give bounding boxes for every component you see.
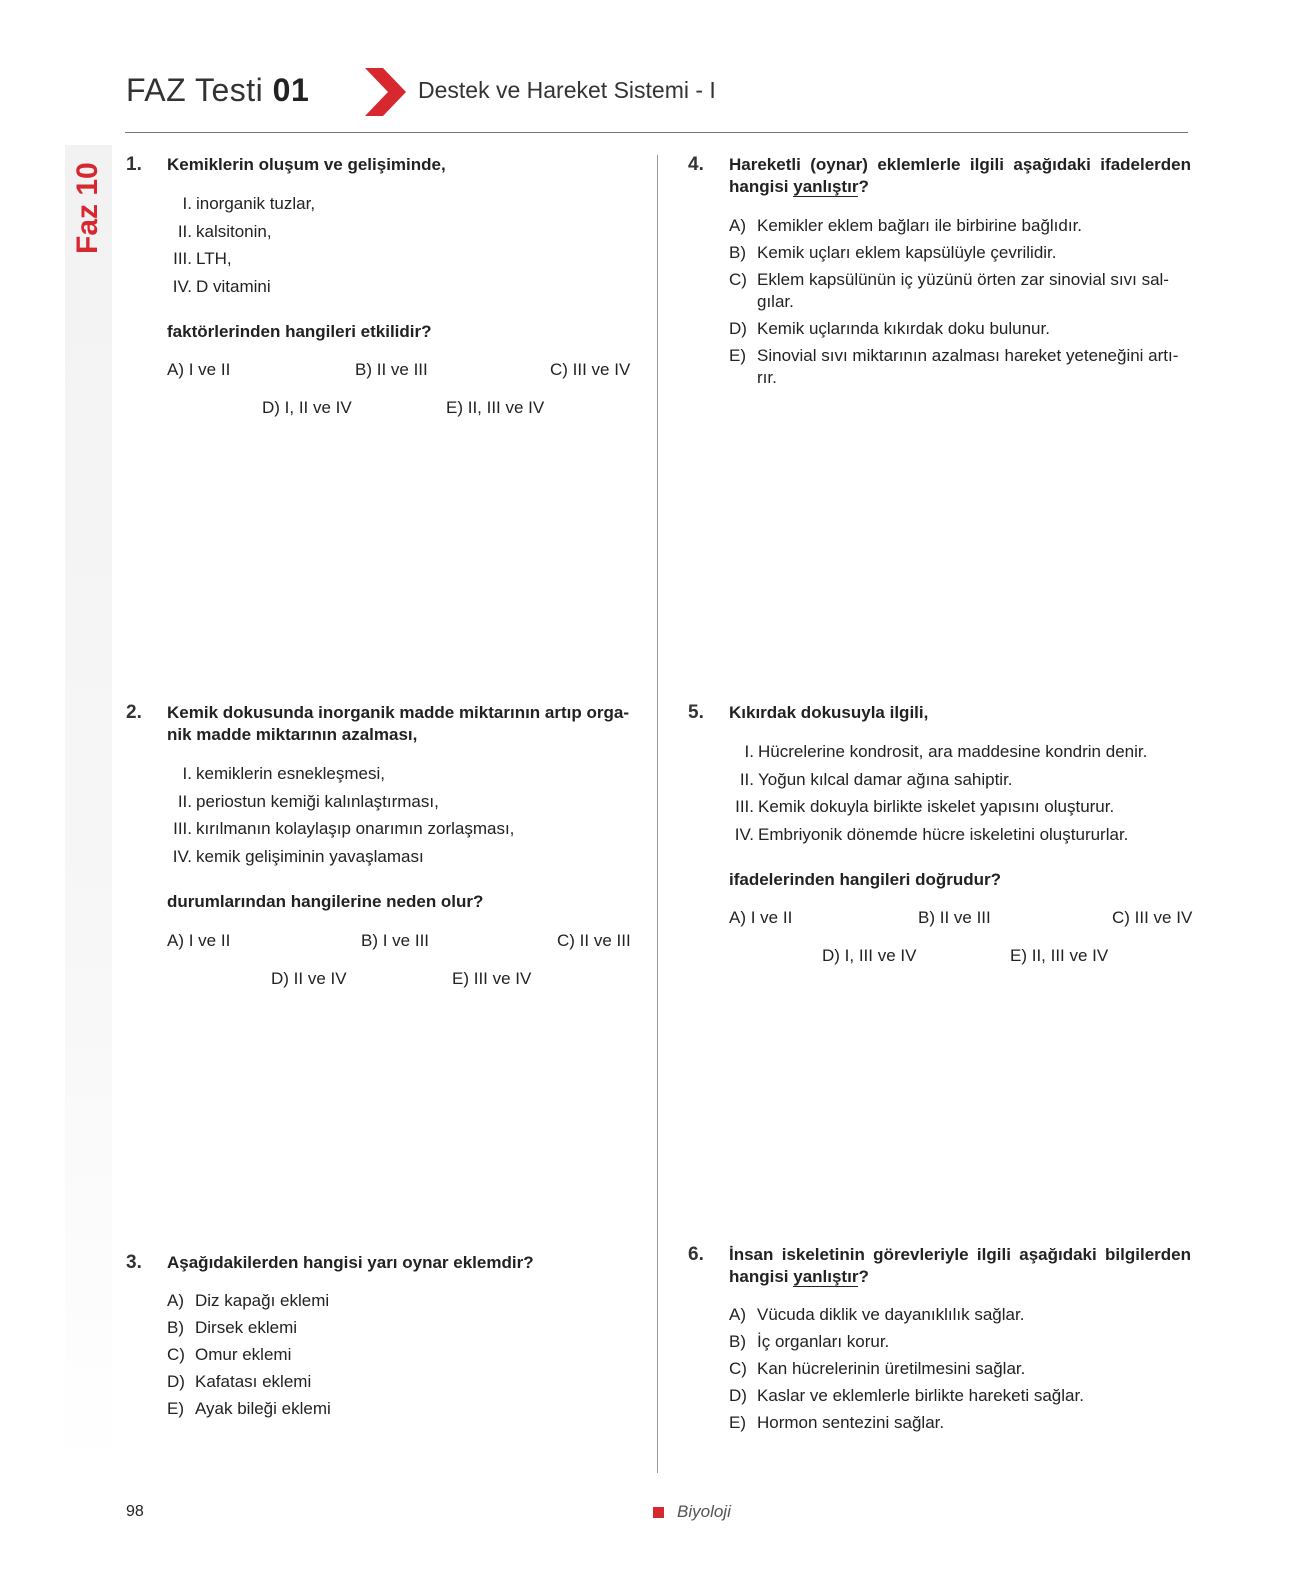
option-a[interactable]: A) Diz kapağı eklemi xyxy=(167,1291,330,1310)
option-d[interactable]: D) II ve IV xyxy=(271,969,347,988)
statement-list xyxy=(729,741,1191,851)
question-number: 1. xyxy=(126,154,142,175)
option-b[interactable]: B) Dirsek eklemi xyxy=(167,1318,298,1337)
column-divider xyxy=(657,155,658,1473)
option-list xyxy=(167,1290,607,1425)
title-number: 01 xyxy=(272,72,310,108)
statement-item: IV. kemik gelişiminin yavaşlaması xyxy=(172,846,424,866)
option-b[interactable]: B) II ve III xyxy=(918,908,991,927)
option-c[interactable]: C) Kan hücrelerinin üretilmesini sağlar. xyxy=(729,1359,1026,1378)
question-prompt: durumlarından hangilerine neden olur? xyxy=(167,892,484,911)
option-list xyxy=(729,1304,1191,1439)
option-e[interactable]: E) II, III ve IV xyxy=(446,398,545,417)
option-e[interactable]: E) III ve IV xyxy=(452,969,532,988)
statement-list xyxy=(167,193,607,303)
option-a[interactable]: A) Vücuda diklik ve dayanıklılık sağlar. xyxy=(729,1305,1025,1324)
option-c[interactable]: C) Omur eklemi xyxy=(167,1345,292,1364)
question-stem: Aşağıdakilerden hangisi yarı oynar eklemdir? xyxy=(167,1253,534,1272)
page-subtitle: Destek ve Hareket Sistemi - I xyxy=(418,77,716,103)
option-a[interactable]: A) I ve II xyxy=(167,360,231,379)
option-c[interactable]: C) III ve IV xyxy=(1112,908,1193,927)
option-c[interactable]: C) III ve IV xyxy=(550,360,631,379)
statement-item: III. kırılmanın kolaylaşıp onarımın zorlaşması, xyxy=(173,819,515,838)
statement-item: III. Kemik dokuyla birlikte iskelet yapısını oluşturur. xyxy=(735,797,1115,816)
question-number: 2. xyxy=(126,702,142,723)
question-stem: Kıkırdak dokusuyla ilgili, xyxy=(729,703,929,722)
underlined-word: yanlıştır xyxy=(793,1267,859,1286)
header-divider xyxy=(125,132,1188,133)
question-number: 6. xyxy=(688,1244,704,1265)
title-prefix: FAZ Testi xyxy=(126,72,264,108)
question-stem: Kemiklerin oluşum ve gelişiminde, xyxy=(167,155,446,174)
side-strip xyxy=(65,145,112,1475)
statement-item: I. kemiklerin esnekleşmesi, xyxy=(182,764,385,783)
question-number: 3. xyxy=(126,1252,142,1273)
question-number: 5. xyxy=(688,702,704,723)
statement-item: I. Hücrelerine kondrosit, ara maddesine kondrin denir. xyxy=(744,742,1148,761)
question-prompt: ifadelerinden hangileri doğrudur? xyxy=(729,870,1002,889)
question-stem: İnsan iskeletinin görevleriyle ilgili aşağıdaki bilgilerden hangisi yanlıştır? xyxy=(729,1245,1191,1286)
chevron-right-icon xyxy=(365,68,407,116)
question-prompt: faktörlerinden hangileri etkilidir? xyxy=(167,322,432,341)
option-a[interactable]: A) I ve II xyxy=(167,931,231,950)
option-e[interactable]: E) II, III ve IV xyxy=(1010,946,1109,965)
option-d[interactable]: D) Kafatası eklemi xyxy=(167,1372,312,1391)
statement-item: II. kalsitonin, xyxy=(177,221,272,241)
page-number: 98 xyxy=(126,1503,144,1520)
subject-label: Biyoloji xyxy=(677,1502,731,1521)
option-a[interactable]: A) I ve II xyxy=(729,908,793,927)
option-e[interactable]: E) Ayak bileği eklemi xyxy=(167,1399,331,1418)
option-b[interactable]: B) I ve III xyxy=(361,931,430,950)
option-e[interactable]: E) Sinovial sıvı miktarının azalması hareket yeteneğini artı-rır. xyxy=(729,346,1179,387)
option-a[interactable]: A) Kemikler eklem bağları ile birbirine bağlıdır. xyxy=(729,216,1083,235)
question-number: 4. xyxy=(688,154,704,175)
statement-item: II. periostun kemiği kalınlaştırması, xyxy=(177,791,439,811)
statement-item: IV. D vitamini xyxy=(172,276,271,296)
statement-list xyxy=(167,763,607,873)
statement-item: I. inorganik tuzlar, xyxy=(182,194,316,213)
option-d[interactable]: D) Kaslar ve eklemlerle birlikte hareketi sağlar. xyxy=(729,1386,1084,1405)
side-label-faz-10 xyxy=(66,152,112,256)
underlined-word: yanlıştır xyxy=(793,177,859,196)
option-b[interactable]: B) İç organları korur. xyxy=(729,1332,890,1351)
option-list xyxy=(729,215,1191,394)
svg-text:Faz 10: Faz 10 xyxy=(71,162,104,254)
option-e[interactable]: E) Hormon sentezini sağlar. xyxy=(729,1413,945,1432)
question-stem: Hareketli (oynar) eklemlerle ilgili aşağıdaki ifadelerden hangisi yanlıştır? xyxy=(729,155,1191,196)
option-c[interactable]: C) II ve III xyxy=(557,931,631,950)
option-b[interactable]: B) II ve III xyxy=(355,360,428,379)
question-stem: Kemik dokusunda inorganik madde miktarının artıp orga-nik madde miktarının azalması, xyxy=(167,703,629,744)
option-c[interactable]: C) Eklem kapsülünün iç yüzünü örten zar sinovial sıvı sal-gılar. xyxy=(729,270,1169,311)
option-d[interactable]: D) I, III ve IV xyxy=(822,946,917,965)
option-d[interactable]: D) Kemik uçlarında kıkırdak doku bulunur. xyxy=(729,319,1050,338)
statement-item: II. Yoğun kılcal damar ağına sahiptir. xyxy=(739,769,1013,789)
option-b[interactable]: B) Kemik uçları eklem kapsülüyle çevrilidir. xyxy=(729,243,1057,262)
statement-item: IV. Embriyonik dönemde hücre iskeletini oluştururlar. xyxy=(734,824,1129,844)
option-d[interactable]: D) I, II ve IV xyxy=(262,398,352,417)
statement-item: III. LTH, xyxy=(173,249,232,268)
page-title xyxy=(126,72,309,109)
square-bullet-icon xyxy=(653,1507,664,1518)
